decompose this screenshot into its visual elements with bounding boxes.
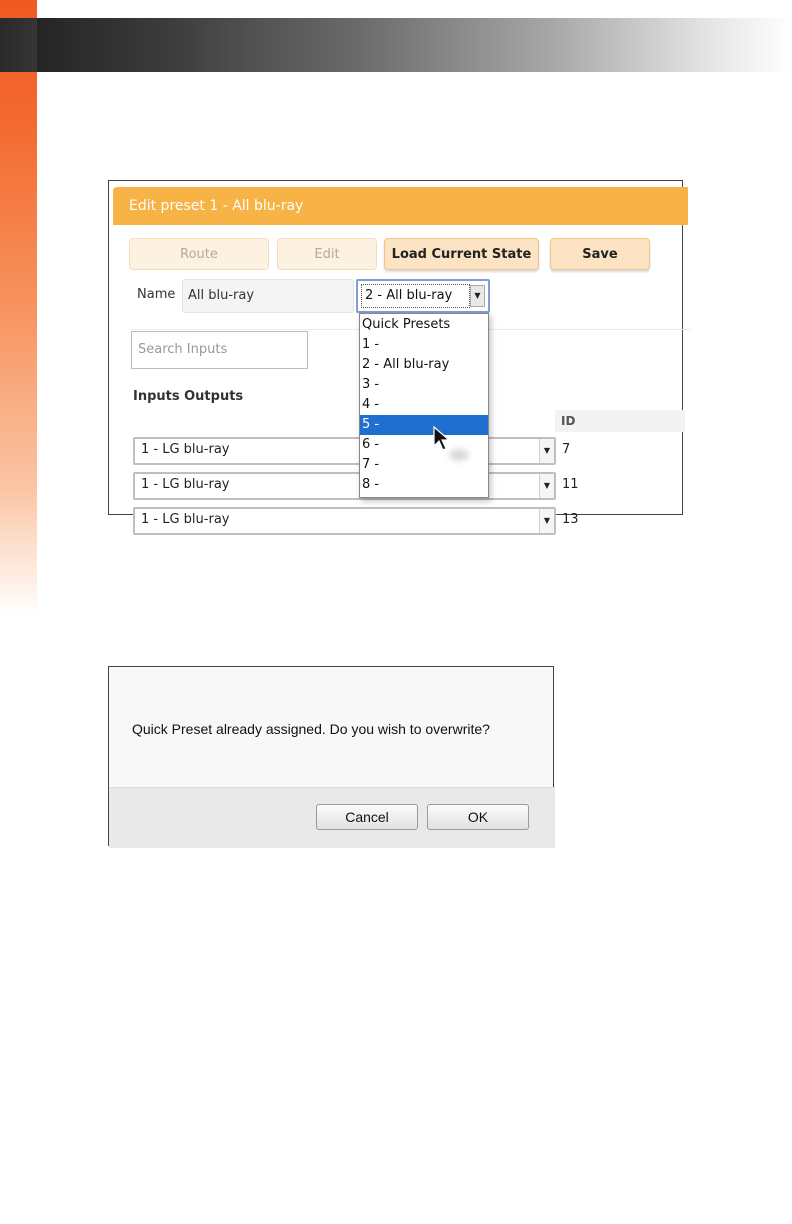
name-label: Name (137, 287, 176, 302)
quick-presets-dropdown-list (359, 313, 489, 498)
row-id: 13 (562, 512, 579, 527)
row-id: 7 (562, 442, 571, 457)
overwrite-dialog-screenshot (108, 666, 554, 846)
output-select-value: 1 - LG blu-ray (141, 442, 230, 457)
cursor-shadow (449, 449, 469, 461)
dropdown-option[interactable]: 1 - (362, 337, 380, 352)
inputs-outputs-heading: Inputs Outputs (133, 389, 244, 404)
dropdown-arrow-icon[interactable]: ▼ (539, 474, 554, 498)
dropdown-option[interactable]: 6 - (362, 437, 380, 452)
search-inputs-field[interactable]: Search Inputs (131, 331, 308, 369)
row-id: 11 (562, 477, 579, 492)
dialog-message: Quick Preset already assigned. Do you wish to overwrite? (132, 721, 490, 737)
save-button[interactable]: Save (550, 238, 650, 270)
dropdown-header: Quick Presets (362, 317, 451, 332)
page-header-cap (0, 18, 37, 72)
side-accent-stripe (0, 0, 37, 615)
output-select-value: 1 - LG blu-ray (141, 477, 230, 492)
edit-button[interactable]: Edit (277, 238, 377, 270)
page-header-bar (0, 18, 792, 72)
cancel-button[interactable]: Cancel (316, 804, 418, 830)
mouse-cursor-icon (433, 426, 451, 452)
ok-button[interactable]: OK (427, 804, 529, 830)
dropdown-arrow-icon[interactable]: ▼ (539, 509, 554, 533)
quick-preset-select[interactable] (356, 279, 490, 313)
dropdown-option[interactable]: 4 - (362, 397, 380, 412)
id-column-header: ID (561, 414, 576, 428)
panel-title: Edit preset 1 - All blu-ray (113, 187, 688, 225)
dropdown-option[interactable]: 2 - All blu-ray (362, 357, 450, 372)
output-select-value: 1 - LG blu-ray (141, 512, 230, 527)
quick-preset-select-value: 2 - All blu-ray (361, 284, 470, 308)
dropdown-option[interactable]: 8 - (362, 477, 380, 492)
output-select-row[interactable] (133, 507, 556, 535)
output-select-row[interactable] (133, 437, 556, 465)
route-button[interactable]: Route (129, 238, 269, 270)
dropdown-option[interactable]: 3 - (362, 377, 380, 392)
dropdown-arrow-icon[interactable]: ▼ (470, 285, 485, 307)
dropdown-option[interactable]: 7 - (362, 457, 380, 472)
dropdown-option-selected[interactable]: 5 - (360, 415, 488, 435)
load-current-state-button[interactable]: Load Current State (384, 238, 539, 270)
dropdown-arrow-icon[interactable]: ▼ (539, 439, 554, 463)
output-select-row[interactable] (133, 472, 556, 500)
name-input[interactable]: All blu-ray (182, 279, 354, 313)
edit-preset-screenshot (108, 180, 683, 527)
